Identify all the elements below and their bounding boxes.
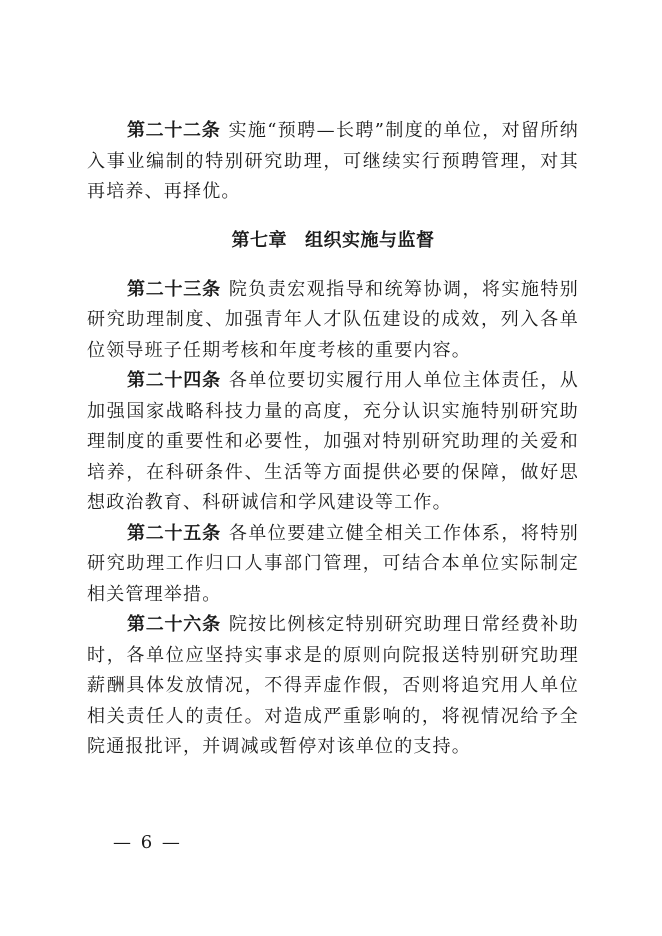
article-text: 各单位要切实履行用人单位主体责任，从加强国家战略科技力量的高度，充分认识实施特别研究助理制度的重要性和必要性，加强对特别研究助理的关爱和培养，在科研条件、生活等方面提供必要的保障，做好思想政治教育、科研诚信和学风建设等工作。 xyxy=(87,370,579,513)
article-22 xyxy=(87,116,579,208)
article-24 xyxy=(87,366,579,519)
chapter-heading xyxy=(87,226,579,256)
article-label: 第二十二条 xyxy=(127,120,221,141)
article-text: 院按比例核定特别研究助理日常经费补助时，各单位应坚持实事求是的原则向院报送特别研究助理薪酬具体发放情况，不得弄虚作假，否则将追究用人单位相关责任人的责任。对造成严重影响的，将视情况给予全院通报批评，并调减或暂停对该单位的支持。 xyxy=(87,614,579,757)
chapter-title: 组织实施与监督 xyxy=(305,229,435,251)
article-label: 第二十三条 xyxy=(127,278,221,300)
article-26 xyxy=(87,610,579,763)
page-number: — 6 — xyxy=(113,832,182,853)
chapter-number: 第七章 xyxy=(231,229,287,251)
article-label: 第二十六条 xyxy=(127,614,221,635)
article-text: 实施“预聘—长聘”制度的单位，对留所纳入事业编制的特别研究助理，可继续实行预聘管理，对其再培养、再择优。 xyxy=(87,120,580,202)
article-23 xyxy=(87,275,579,367)
article-25 xyxy=(87,519,579,611)
article-text: 各单位要建立健全相关工作体系，将特别研究助理工作归口人事部门管理，可结合本单位实际制定相关管理举措。 xyxy=(87,522,579,605)
article-label: 第二十四条 xyxy=(127,370,221,391)
document-body xyxy=(87,116,579,763)
article-label: 第二十五条 xyxy=(127,522,221,544)
article-text: 院负责宏观指导和统筹协调，将实施特别研究助理制度、加强青年人才队伍建设的成效，列入各单位领导班子任期考核和年度考核的重要内容。 xyxy=(87,278,579,361)
